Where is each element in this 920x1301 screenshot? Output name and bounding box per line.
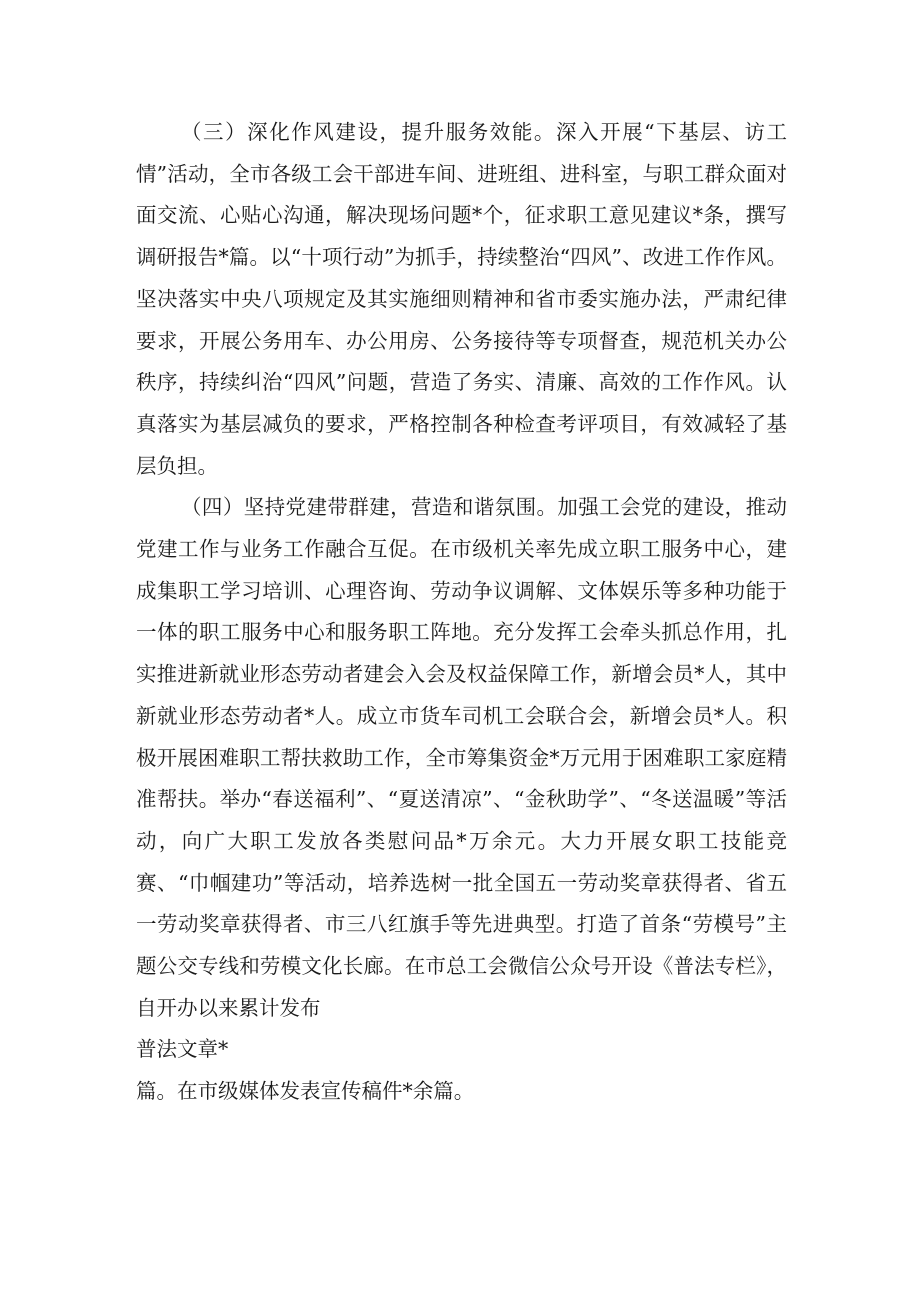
paragraph-section-4: （四）坚持党建带群建，营造和谐氛围。加强工会党的建设，推动党建工作与业务工作融合互促。在市级机关率先成立职工服务中心，建成集职工学习培训、心理咨询、劳动争议调解、文体娱乐等多种功能于一体的职工服务中心和服务职工阵地。充分发挥工会牵头抓总作用，扎实推进新就业形态劳动者建会入会及权益保障工作，新增会员*人，其中新就业形态劳动者*人。成立市货车司机工会联合会，新增会员*人。积极开展困难职工帮扶救助工作，全市筹集资金*万元用于困难职工家庭精准帮扶。举办“春送福利”、“夏送清凉”、“金秋助学”、“冬送温暖”等活动，向广大职工发放各类慰问品*万余元。大力开展女职工技能竞赛、“巾帼建功”等活动，培养选树一批全国五一劳动奖章获得者、省五一劳动奖章获得者、市三八红旗手等先进典型。打造了首条“劳模号”主题公交专线和劳模文化长廊。在市总工会微信公众号开设《普法专栏》，自开办以来累计发布 xyxy=(136,495,787,1020)
document-body xyxy=(136,112,787,1113)
trailing-line-2: 篇。在市级媒体发表宣传稿件*余篇。 xyxy=(136,1079,475,1104)
paragraph-section-3: （三）深化作风建设，提升服务效能。深入开展“下基层、访工情”活动，全市各级工会干部进车间、进班组、进科室，与职工群众面对面交流、心贴心沟通，解决现场问题*个，征求职工意见建议*条，撰写调研报告*篇。以“十项行动”为抓手，持续整治“四风”、改进工作作风。坚决落实中央八项规定及其实施细则精神和省市委实施办法，严肃纪律要求，开展公务用车、办公用房、公务接待等专项督查，规范机关办公秩序，持续纠治“四风”问题，营造了务实、清廉、高效的工作作风。认真落实为基层减负的要求，严格控制各种检查考评项目，有效减轻了基层负担。 xyxy=(136,120,787,478)
trailing-line-1: 普法文章* xyxy=(136,1037,229,1062)
